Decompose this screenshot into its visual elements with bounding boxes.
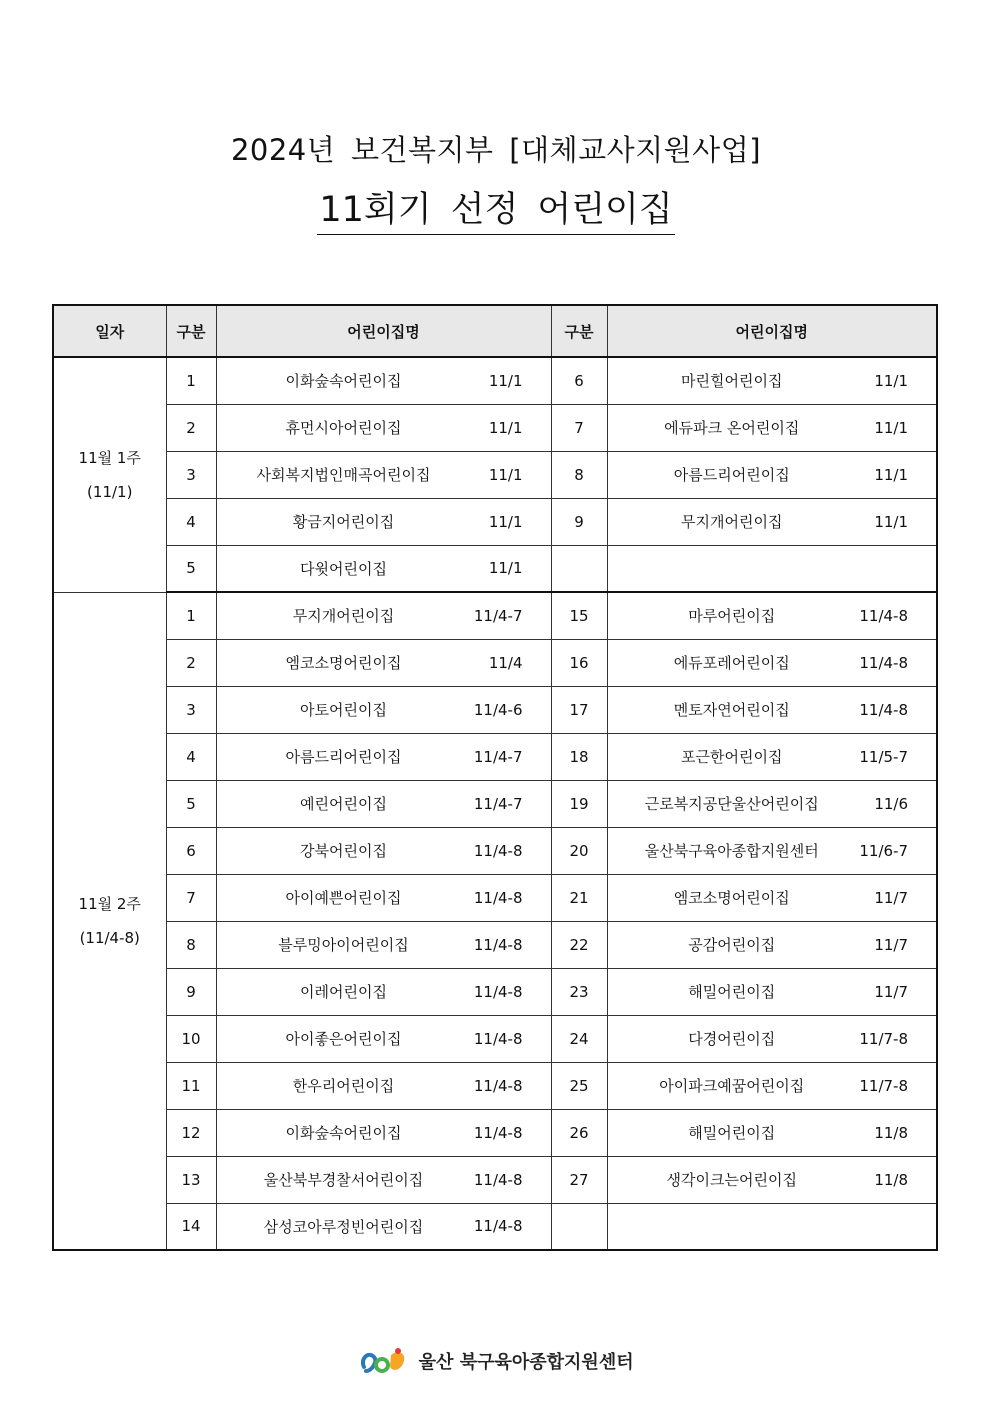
daycare-name: 멘토자연어린이집 <box>673 701 790 719</box>
row-number-left: 14 <box>166 1203 216 1250</box>
daycare-name: 한우리어린이집 <box>292 1077 395 1095</box>
daycare-cell-left <box>216 1156 551 1203</box>
daycare-name: 근로복지공단울산어린이집 <box>644 795 819 813</box>
daycare-date: 11/1 <box>874 465 908 484</box>
daycare-cell-left <box>216 733 551 780</box>
daycare-name: 마루어린이집 <box>688 607 776 626</box>
footer-org-name: 울산 북구육아종합지원센터 <box>418 1352 634 1373</box>
subtitle-text: 11회기 선정 어린이집 <box>317 191 674 235</box>
daycare-name: 무지개어린이집 <box>292 607 395 626</box>
daycare-cell-left <box>216 780 551 827</box>
daycare-name: 해밀어린이집 <box>688 983 776 1001</box>
daycare-date: 11/4-8 <box>473 1170 523 1189</box>
footer <box>0 1345 992 1377</box>
row-number-right: 21 <box>551 874 607 921</box>
daycare-cell-left <box>216 827 551 874</box>
table-row <box>53 1156 937 1203</box>
daycare-cell-right <box>607 592 937 639</box>
daycare-cell-left <box>216 498 551 545</box>
row-number-left: 10 <box>166 1015 216 1062</box>
daycare-name: 생각이크는어린이집 <box>666 1171 797 1189</box>
week-label-cell <box>53 592 166 1250</box>
daycare-name: 아름드리어린이집 <box>285 748 402 766</box>
daycare-cell-left <box>216 1109 551 1156</box>
table-row <box>53 686 937 733</box>
daycare-date: 11/4-7 <box>473 747 523 766</box>
daycare-name: 에듀포레어린이집 <box>673 654 790 672</box>
daycare-date: 11/4-8 <box>473 1217 523 1236</box>
row-number-left: 2 <box>166 639 216 686</box>
daycare-name: 사회복지법인매곡어린이집 <box>256 466 431 484</box>
daycare-cell-right <box>607 686 937 733</box>
daycare-date: 11/4-8 <box>859 653 908 672</box>
daycare-name: 다경어린이집 <box>688 1030 776 1048</box>
daycare-cell-left <box>216 1015 551 1062</box>
daycare-cell-left <box>216 592 551 639</box>
daycare-date: 11/1 <box>874 371 908 390</box>
daycare-date: 11/4 <box>488 653 523 672</box>
header-name-left: 어린이집명 <box>216 305 551 357</box>
week-range: (11/1) <box>87 482 133 501</box>
daycare-name: 아름드리어린이집 <box>673 466 790 484</box>
table-header-row <box>53 305 937 357</box>
table-row <box>53 780 937 827</box>
document-title: 2024년 보건복지부 [대체교사지원사업] <box>230 133 762 167</box>
table-row <box>53 1015 937 1062</box>
daycare-cell-right <box>607 1015 937 1062</box>
table-row <box>53 498 937 545</box>
row-number-left: 3 <box>166 686 216 733</box>
daycare-cell-left <box>216 357 551 404</box>
daycare-cell-right <box>607 1109 937 1156</box>
table-row <box>53 404 937 451</box>
row-number-right: 22 <box>551 921 607 968</box>
daycare-date: 11/6-7 <box>859 841 908 860</box>
header-date: 일자 <box>53 305 166 357</box>
week-label-cell <box>53 357 166 592</box>
daycare-name: 마린힐어린이집 <box>681 372 783 391</box>
table-row <box>53 1062 937 1109</box>
row-number-left: 2 <box>166 404 216 451</box>
center-logo-icon <box>358 1345 410 1377</box>
daycare-date: 11/1 <box>488 371 523 390</box>
table-row <box>53 545 937 592</box>
daycare-date: 11/5-7 <box>859 747 908 766</box>
daycare-cell-right <box>607 827 937 874</box>
daycare-date: 11/8 <box>874 1123 908 1142</box>
daycare-cell-right <box>607 639 937 686</box>
table-row <box>53 733 937 780</box>
daycare-name: 이화숲속어린이집 <box>285 372 402 391</box>
table-row <box>53 874 937 921</box>
daycare-date: 11/6 <box>874 794 908 813</box>
daycare-date: 11/7 <box>874 982 908 1001</box>
daycare-date: 11/7-8 <box>859 1076 908 1095</box>
daycare-cell-right <box>607 545 937 592</box>
daycare-cell-right <box>607 1203 937 1250</box>
header-no-right: 구분 <box>551 305 607 357</box>
daycare-date: 11/4-8 <box>473 888 523 907</box>
daycare-cell-right <box>607 1062 937 1109</box>
daycare-date: 11/1 <box>488 512 523 531</box>
daycare-name: 울산북부경찰서어린이집 <box>263 1171 424 1189</box>
document-subtitle <box>0 190 992 235</box>
row-number-right: 8 <box>551 451 607 498</box>
daycare-cell-left <box>216 1203 551 1250</box>
daycare-cell-left <box>216 1062 551 1109</box>
row-number-right: 23 <box>551 968 607 1015</box>
daycare-cell-right <box>607 404 937 451</box>
row-number-right: 15 <box>551 592 607 639</box>
daycare-cell-left <box>216 921 551 968</box>
daycare-cell-left <box>216 874 551 921</box>
daycare-date: 11/1 <box>488 465 523 484</box>
row-number-left: 12 <box>166 1109 216 1156</box>
row-number-right <box>551 545 607 592</box>
row-number-right: 6 <box>551 357 607 404</box>
daycare-name: 아이예쁜어린이집 <box>285 889 402 907</box>
daycare-name: 황금지어린이집 <box>292 513 395 531</box>
daycare-date: 11/4-8 <box>859 606 908 625</box>
row-number-left: 5 <box>166 545 216 592</box>
daycare-date: 11/1 <box>488 418 523 437</box>
daycare-name: 예린어린이집 <box>300 795 387 813</box>
row-number-right: 16 <box>551 639 607 686</box>
table-row <box>53 592 937 639</box>
header-no-left: 구분 <box>166 305 216 357</box>
daycare-cell-right <box>607 780 937 827</box>
daycare-date: 11/4-7 <box>473 794 523 813</box>
daycare-cell-left <box>216 686 551 733</box>
daycare-date: 11/4-7 <box>473 606 523 625</box>
week-1-group <box>53 357 937 592</box>
table-row <box>53 451 937 498</box>
table-row <box>53 921 937 968</box>
daycare-name: 이레어린이집 <box>300 983 387 1001</box>
row-number-right: 19 <box>551 780 607 827</box>
week-range: (11/4-8) <box>79 928 140 947</box>
daycare-date: 11/7 <box>874 935 908 954</box>
daycare-date: 11/8 <box>874 1170 908 1189</box>
row-number-left: 5 <box>166 780 216 827</box>
daycare-name: 엠코소명어린이집 <box>673 889 790 907</box>
daycare-cell-left <box>216 968 551 1015</box>
row-number-right: 24 <box>551 1015 607 1062</box>
daycare-date: 11/4-8 <box>473 1076 523 1095</box>
daycare-cell-right <box>607 451 937 498</box>
daycare-name: 아토어린이집 <box>300 701 387 719</box>
row-number-left: 3 <box>166 451 216 498</box>
table-row <box>53 1109 937 1156</box>
daycare-cell-right <box>607 498 937 545</box>
row-number-left: 1 <box>166 357 216 404</box>
daycare-name: 엠코소명어린이집 <box>285 654 402 672</box>
daycare-date: 11/1 <box>874 418 908 437</box>
daycare-cell-right <box>607 733 937 780</box>
daycare-name: 휴먼시아어린이집 <box>285 419 402 437</box>
daycare-date: 11/4-8 <box>473 982 523 1001</box>
row-number-right: 20 <box>551 827 607 874</box>
row-number-left: 11 <box>166 1062 216 1109</box>
table-row <box>53 639 937 686</box>
daycare-cell-right <box>607 874 937 921</box>
daycare-date: 11/4-6 <box>473 700 523 719</box>
daycare-date: 11/7 <box>874 888 908 907</box>
row-number-right: 9 <box>551 498 607 545</box>
daycare-date: 11/4-8 <box>473 841 523 860</box>
daycare-name: 다윗어린이집 <box>300 559 387 578</box>
row-number-left: 8 <box>166 921 216 968</box>
daycare-name: 에듀파크 온어린이집 <box>664 419 800 437</box>
row-number-left: 1 <box>166 592 216 639</box>
row-number-right: 17 <box>551 686 607 733</box>
daycare-name: 울산북구육아종합지원센터 <box>644 842 819 860</box>
daycare-name: 아이파크예꿈어린이집 <box>659 1077 805 1095</box>
row-number-left: 6 <box>166 827 216 874</box>
row-number-right: 18 <box>551 733 607 780</box>
header-name-right: 어린이집명 <box>607 305 937 357</box>
daycare-name: 강북어린이집 <box>300 842 387 860</box>
daycare-date: 11/4-8 <box>473 1123 523 1142</box>
daycare-cell-right <box>607 357 937 404</box>
row-number-left: 4 <box>166 733 216 780</box>
daycare-date: 11/7-8 <box>859 1029 908 1048</box>
row-number-right: 25 <box>551 1062 607 1109</box>
row-number-right <box>551 1203 607 1250</box>
daycare-cell-right <box>607 921 937 968</box>
row-number-left: 9 <box>166 968 216 1015</box>
daycare-name: 아이좋은어린이집 <box>285 1030 402 1048</box>
table-row <box>53 357 937 404</box>
table-row <box>53 1203 937 1250</box>
daycare-name: 삼성코아루정빈어린이집 <box>263 1217 424 1236</box>
daycare-name: 공감어린이집 <box>688 936 776 954</box>
daycare-name: 포근한어린이집 <box>681 748 783 766</box>
schedule-table <box>52 304 938 1251</box>
week-label: 11월 2주 <box>78 894 141 913</box>
row-number-left: 4 <box>166 498 216 545</box>
week-label: 11월 1주 <box>78 448 141 467</box>
daycare-date: 11/1 <box>488 559 523 578</box>
daycare-date: 11/4-8 <box>473 935 523 954</box>
row-number-left: 7 <box>166 874 216 921</box>
daycare-date: 11/4-8 <box>473 1029 523 1048</box>
daycare-name: 무지개어린이집 <box>681 513 783 531</box>
row-number-left: 13 <box>166 1156 216 1203</box>
daycare-cell-right <box>607 968 937 1015</box>
daycare-cell-right <box>607 1156 937 1203</box>
row-number-right: 27 <box>551 1156 607 1203</box>
week-2-group <box>53 592 937 1250</box>
daycare-name: 해밀어린이집 <box>688 1124 776 1142</box>
row-number-right: 7 <box>551 404 607 451</box>
daycare-name: 블루밍아이어린이집 <box>278 936 409 954</box>
row-number-right: 26 <box>551 1109 607 1156</box>
table-row <box>53 827 937 874</box>
daycare-date: 11/4-8 <box>859 700 908 719</box>
daycare-cell-left <box>216 545 551 592</box>
daycare-date: 11/1 <box>874 512 908 531</box>
daycare-cell-left <box>216 639 551 686</box>
daycare-cell-left <box>216 451 551 498</box>
daycare-name: 이화숲속어린이집 <box>285 1124 402 1142</box>
table-row <box>53 968 937 1015</box>
daycare-cell-left <box>216 404 551 451</box>
